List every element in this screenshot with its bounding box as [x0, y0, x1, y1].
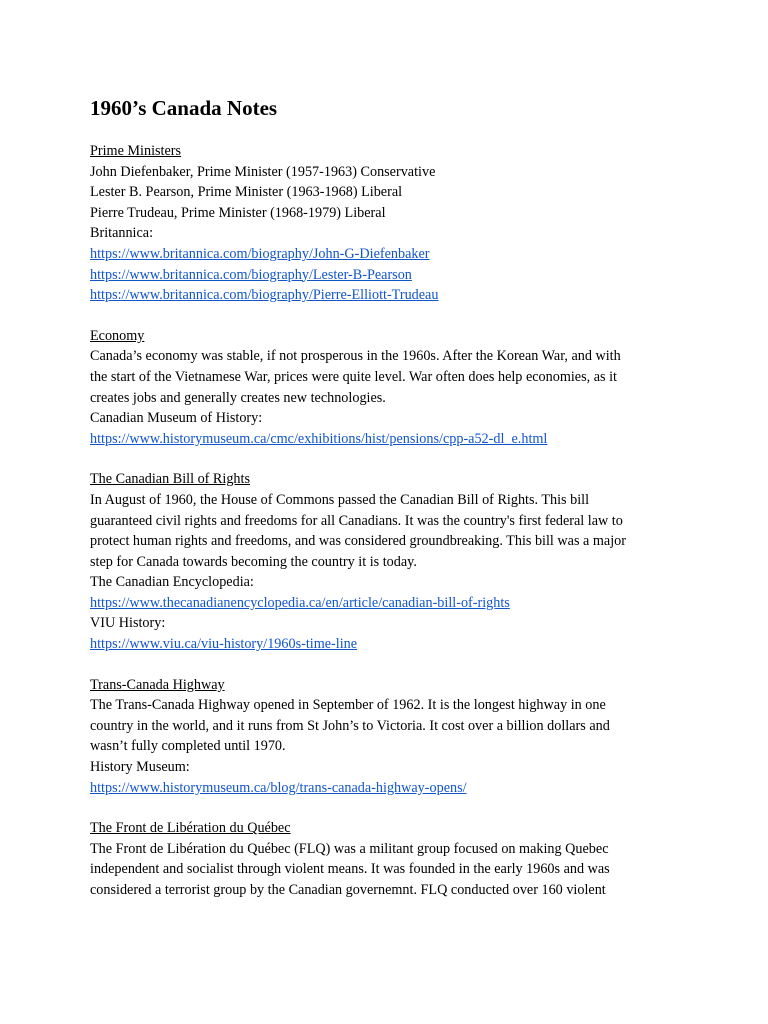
- section-bill-of-rights: [90, 469, 690, 654]
- text-line: John Diefenbaker, Prime Minister (1957-1963) Conservative: [90, 163, 436, 180]
- section-flq: [90, 818, 690, 900]
- text-line: The Front de Libération du Québec (FLQ) was a militant group focused on making Quebec: [90, 840, 609, 857]
- text-line: wasn’t fully completed until 1970.: [90, 738, 286, 755]
- section-trans-canada-highway: [90, 675, 690, 799]
- section-prime-ministers: [90, 141, 690, 306]
- reference-link[interactable]: https://www.britannica.com/biography/John-G-Diefenbaker: [90, 245, 430, 262]
- text-line: In August of 1960, the House of Commons passed the Canadian Bill of Rights. This bill: [90, 491, 590, 508]
- source-label: Canadian Museum of History:: [90, 410, 263, 427]
- document-body: [90, 94, 690, 921]
- text-line: considered a terrorist group by the Canadian governemnt. FLQ conducted over 160 violent: [90, 882, 606, 898]
- reference-link[interactable]: https://www.britannica.com/biography/Lester-B-Pearson: [90, 266, 412, 283]
- section-heading: Prime Ministers: [90, 143, 182, 159]
- text-line: the start of the Vietnamese War, prices were quite level. War often does help economies, as it: [90, 368, 617, 385]
- text-line: Canada’s economy was stable, if not prosperous in the 1960s. After the Korean War, and with: [90, 348, 621, 365]
- text-line: creates jobs and generally creates new technologies.: [90, 389, 386, 406]
- source-label: Britannica:: [90, 225, 154, 242]
- reference-link[interactable]: https://www.historymuseum.ca/cmc/exhibitions/hist/pensions/cpp-a52-dl_e.html: [90, 430, 548, 447]
- reference-link[interactable]: https://www.viu.ca/viu-history/1960s-time-line: [90, 636, 358, 653]
- section-economy: [90, 326, 690, 450]
- text-line: The Trans-Canada Highway opened in September of 1962. It is the longest highway in one: [90, 697, 606, 714]
- source-label: VIU History:: [90, 615, 166, 632]
- source-label: The Canadian Encyclopedia:: [90, 574, 254, 591]
- text-line: step for Canada towards becoming the country it is today.: [90, 553, 417, 570]
- source-label: History Museum:: [90, 759, 190, 776]
- document-title: 1960’s Canada Notes: [90, 96, 278, 120]
- reference-link[interactable]: https://www.historymuseum.ca/blog/trans-canada-highway-opens/: [90, 779, 467, 796]
- text-line: Pierre Trudeau, Prime Minister (1968-1979) Liberal: [90, 204, 386, 221]
- text-line: Lester B. Pearson, Prime Minister (1963-1968) Liberal: [90, 184, 403, 201]
- text-line: guaranteed civil rights and freedoms for all Canadians. It was the country's first federal law to: [90, 512, 623, 529]
- section-heading: Economy: [90, 327, 145, 344]
- section-heading: The Front de Libération du Québec: [90, 820, 291, 837]
- section-heading: The Canadian Bill of Rights: [90, 471, 250, 488]
- section-heading: Trans-Canada Highway: [90, 676, 225, 693]
- reference-link[interactable]: https://www.britannica.com/biography/Pierre-Elliott-Trudeau: [90, 287, 439, 304]
- text-line: country in the world, and it runs from St John’s to Victoria. It cost over a billion dollars and: [90, 717, 610, 734]
- reference-link[interactable]: https://www.thecanadianencyclopedia.ca/en/article/canadian-bill-of-rights: [90, 594, 510, 611]
- text-line: protect human rights and freedoms, and was considered groundbreaking. This bill was a major: [90, 533, 626, 550]
- text-line: independent and socialist through violent means. It was founded in the early 1960s and was: [90, 861, 610, 878]
